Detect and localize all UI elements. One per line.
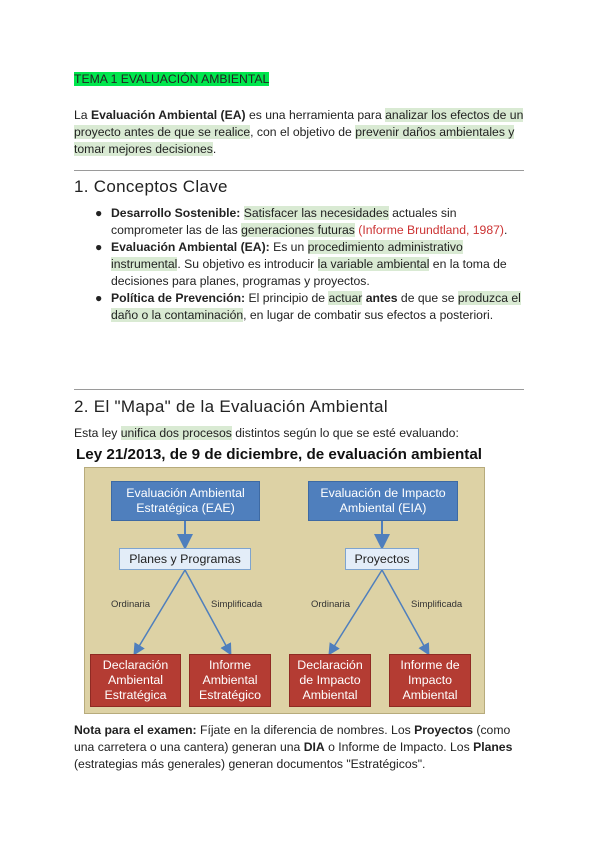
concept-text: . Su objetivo es introducir — [177, 257, 318, 271]
list-item — [93, 205, 525, 239]
diagram-title: Ley 21/2013, de 9 de diciembre, de evaluación ambiental — [76, 446, 483, 463]
concept-text: , en lugar de combatir sus efectos a posteriori. — [243, 308, 494, 322]
exam-note — [74, 722, 526, 773]
lead-highlight: unifica dos procesos — [120, 426, 232, 440]
section-2-title: 2. El "Mapa" de la Evaluación Ambiental — [74, 397, 388, 416]
box-proyectos: Proyectos — [345, 548, 419, 570]
concept-highlight: procedimiento administrativo instrumental — [111, 240, 463, 271]
bullet-icon: ● — [95, 206, 103, 220]
concept-text: en la toma de decisiones para planes, programas y proyectos. — [111, 257, 507, 288]
concepts-list — [93, 205, 525, 324]
intro-paragraph — [74, 107, 526, 158]
section-2-lead — [74, 425, 526, 442]
concept-term: Política de Prevención: — [111, 291, 246, 305]
intro-term: Evaluación Ambiental (EA) — [90, 108, 246, 122]
intro-text: . — [212, 142, 217, 156]
bullet-icon: ● — [95, 240, 103, 254]
concept-highlight: actuar — [328, 291, 363, 305]
list-item — [93, 239, 525, 290]
box-iia: Informe de Impacto Ambiental — [389, 654, 471, 707]
label-ordinaria-right: Ordinaria — [311, 599, 351, 610]
doc-tag-label: TEMA 1 EVALUACIÓN AMBIENTAL — [74, 72, 270, 86]
concept-text: de que se — [397, 291, 458, 305]
list-item — [93, 290, 525, 324]
arrow-planes-iae — [185, 570, 230, 653]
note-label: Nota para el examen: — [74, 723, 197, 737]
note-text: Fíjate en la diferencia de nombres. Los — [196, 723, 415, 737]
concept-text: . — [503, 223, 508, 237]
divider — [74, 389, 524, 390]
intro-text: , con el objetivo de — [250, 125, 356, 139]
note-text: o Informe de Impacto. Los — [324, 740, 474, 754]
lead-text: Esta ley — [74, 426, 121, 440]
bullet-icon: ● — [95, 291, 103, 305]
concept-emphasis: antes — [365, 291, 398, 305]
box-eae: Evaluación Ambiental Estratégica (EAE) — [111, 481, 260, 521]
label-ordinaria-left: Ordinaria — [111, 599, 151, 610]
note-emphasis: Proyectos — [414, 723, 474, 737]
concept-text: Es un — [269, 240, 308, 254]
citation: (Informe Brundtland, 1987) — [358, 223, 504, 237]
box-eia: Evaluación de Impacto Ambiental (EIA) — [308, 481, 458, 521]
intro-highlight: prevenir daños ambientales y tomar mejores decisiones — [74, 125, 515, 156]
lead-text: distintos según lo que se esté evaluando: — [231, 426, 459, 440]
box-dia: Declaración de Impacto Ambiental — [289, 654, 371, 707]
ea-map-diagram — [84, 467, 485, 714]
concept-text: actuales sin comprometer las de las — [111, 206, 457, 237]
section-1-title: 1. Conceptos Clave — [74, 177, 228, 196]
concept-term: Evaluación Ambiental (EA): — [111, 240, 270, 254]
label-simplificada-right: Simplificada — [411, 599, 463, 610]
box-dae: Declaración Ambiental Estratégica — [90, 654, 181, 707]
intro-text: La — [74, 108, 91, 122]
intro-text: es una herramienta para — [245, 108, 386, 122]
box-iae: Informe Ambiental Estratégico — [189, 654, 271, 707]
divider — [74, 170, 524, 171]
concept-highlight: Satisfacer las necesidades — [243, 206, 389, 220]
concept-highlight: generaciones futuras — [241, 223, 355, 237]
concept-highlight: la variable ambiental — [317, 257, 430, 271]
arrow-proyectos-dia — [330, 570, 382, 653]
note-emphasis: Planes — [473, 740, 513, 754]
intro-highlight: analizar los efectos de un proyecto antes de que se realice — [74, 108, 524, 139]
doc-tag — [74, 71, 269, 88]
arrow-planes-dae — [135, 570, 185, 653]
concept-highlight: produzca el daño o la contaminación — [111, 291, 521, 322]
note-emphasis: DIA — [303, 740, 325, 754]
concept-text: El principio de — [245, 291, 329, 305]
arrow-proyectos-iia — [382, 570, 428, 653]
note-text: (estrategias más generales) generan documentos "Estratégicos". — [74, 757, 426, 771]
box-planes-programas: Planes y Programas — [119, 548, 251, 570]
concept-term: Desarrollo Sostenible: — [111, 206, 241, 220]
note-text: (como una carretera o una cantera) generan una — [74, 723, 511, 754]
label-simplificada-left: Simplificada — [211, 599, 263, 610]
